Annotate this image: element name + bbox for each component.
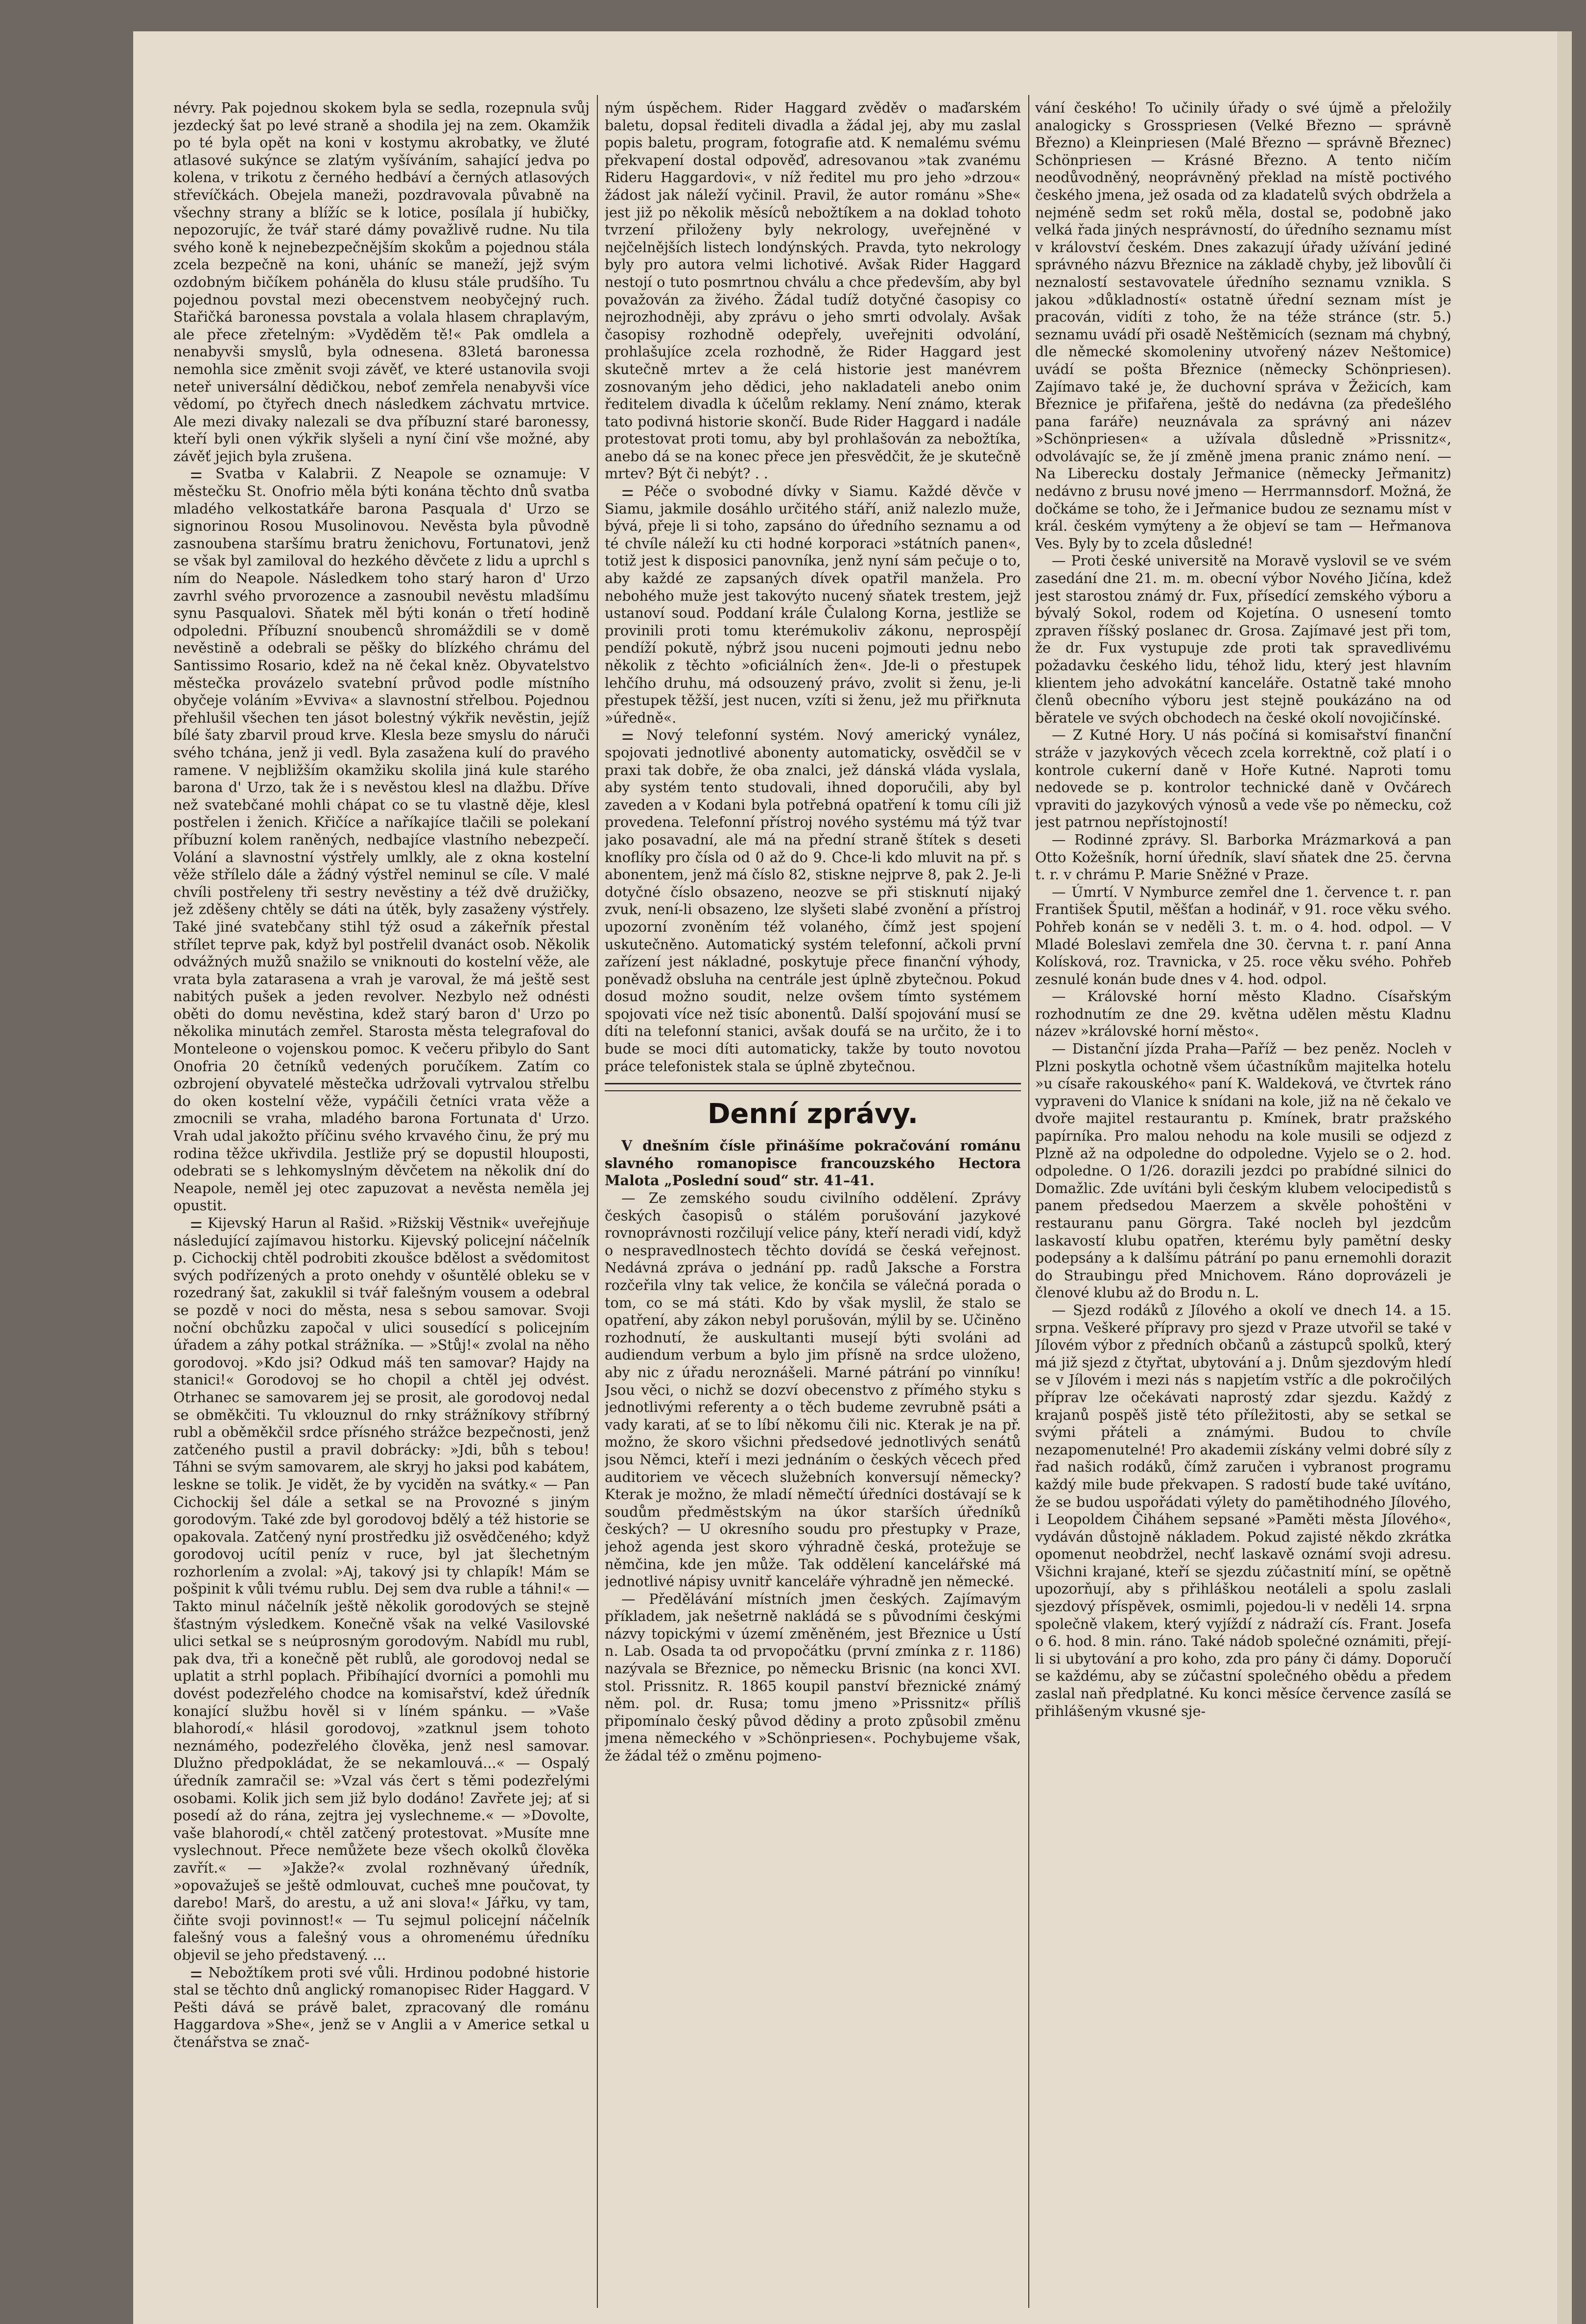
- article-nebozitkem: ⚌ Nebožtíkem proti své vůli. Hrdinou podobné historie stal se těchto dnů anglický romanopisec Rider Haggard. V Pešti dává se právě balet, zpracovaný dle románu Haggardova »She«, jenž se v Anglii a v Americe setkal u čtenářstva se znač-: [173, 1964, 590, 2050]
- article-pece-o-divky: ⚌ Péče o svobodné dívky v Siamu. Každé děvče v Siamu, jakmile dosáhlo určitého stáří, aniž nalezlo muže, bývá, přeje li si toho, zapsáno do úředního seznamu a od té chvíle náleží ku cti hodné korporaci »státních panen«, totiž jest k disposici panovníka, jenž nyní sám pečuje o to, aby každé ze zapsaných dívek opatřil manžela. Pro nebohého muže jest takovýto nucený sňatek trestem, jejž ustanoví soud. Poddaní krále Čulalong Korna, jestliže se provinili proti tomu kterémukoliv zákonu, neprospějí pendíží pokutě, nýbrž jsou nuceni pojmouti jednu nebo několik z těchto »oficiálních žen«. Jde-li o přestupek lehčího druhu, má odsouzený právo, zvolit si ženu, je-li přestupek těžší, jest nucen, vzíti si ženu, jež mu přiřknuta »úředně«.: [605, 483, 1021, 726]
- column-rule-right: [1028, 95, 1029, 2308]
- article-distancni-jizda: — Distanční jízda Praha—Paříž — bez peněz. Nocleh v Plzni poskytla ochotně všem účastníkům majitelka hotelu »u císaře rakouského« paní K. Waldeková, ve čtvrtek ráno vypraveni do Vlanice k snídani na kole, již na ně čekalo ve dvoře majitel restaurantu p. Kmínek, bratr pražského papírníka. Pro malou nehodu na kole musili se odjezd z Plzně až na odpoledne do odpoledne. Vyjelo se o 2. hod. odpoledne. O 1/26. dorazili jezdci po prabídné silnici do Domažlic. Zde uvítáni byli českým klubem velocipedistů s panem předsedou Maerzem a skvěle pohoštěni v restauranu panu Görgra. Také nocleh byl jezdcům laskavostí klubu opatřen, kterému byly pamětní desky podepsány a k dalšímu pátrání po panu ernemohli dorazit do Straubingu před Mnichovem. Ráno doprovázeli je členové klubu až do Brodu n. L.: [1035, 1041, 1451, 1301]
- article-sjezd-rodaku: — Sjezd rodáků z Jílového a okolí ve dnech 14. a 15. srpna. Veškeré přípravy pro sjezd v Praze utvořil se také v Jílovém výbor z předních občanů a zástupců spolků, který má již sjezd z čtyřtat, ubytování a j. Dnům sjezdovým hledí se v Jílovém i mezi nás s napjetím vstříc a dle pokročilých příprav lze očekávati naprostý zdar sjezdu. Každý z krajanů pospěš jistě této příležitosti, aby se setkal se svými přáteli a známými. Budou to chvíle nezapomenutelné! Pro akademii získány velmi dobré síly z řad našich rodáků, čímž zaručen i vybranost programu každý mile bude překvapen. S radostí bude také uvítáno, že se budou uspořádati výlety do pamětihodného Jílového, i Leopoldem Čiháhem sepsané »Paměti města Jílového«, vydáván důstojně nákladem. Pokud zajisté někdo zkrátka opomenut neobdržel, nechť laskavě oznámí svoji adresu. Všichni krajané, kteří se sjezdu zúčastnití míní, se opětně upozorňují, aby s přihláškou neotáleli a spolu zaslali sjezdový příspěvek, osmimli, pojedou-li v neděli 14. srpna společně vlakem, který vyjíždí z nádraží cís. Frant. Josefa o 6. hod. 8 min. ráno. Také nádob společné oznámiti, přejí-li si ubytování a pro koho, zda pro pány či dámy. Doporučí se každému, aby se zúčastní společného obědu a předem zaslal naň předplatné. Ku konci měsíce července zasílá se přihlášeným vkusné sje-: [1035, 1302, 1451, 1719]
- article-continued-baronessa: névry. Pak pojednou skokem byla se sedla, rozepnula svůj jezdecký šat po levé straně a shodila jej na zem. Okamžik po té byla opět na koni v kostymu akrobatky, ve žluté atlasové sukýnce se zlatým vyšíváním, sahající jedva po kolena, v trikotu z černého hedbáví a černých atlasových střevíčkách. Obejela maneži, pozdravovala půvabně na všechny strany a blížíc se k lotice, posílala jí hubičky, nepozorujíc, že tvář staré dámy považlivě rudne. Nu tila svého koně k nejnebezpečnějším skokům a pojednou stála zcela bezpečně na koni, uháníc se maneží, jejž svým ozdobným bičíkem poháněla do klusu stále prudšího. Tu pojednou povstal mezi obecenstvem neobyčejný ruch. Stařičká baronessa povstala a volala hlasem chraplavým, ale přece zřetelným: »Vyděděm tě!« Pak omdlela a nenabyvši smyslů, byla odnesena. 83letá baronessa nemohla sice změnit svoji závěť, ve které ustanovila svoji neteř universální dědičkou, neboť zemřela nenabyvši více vědomí, po čtyřech dnech následkem záchvatu mrtvice. Ale mezi divaky nalezali se dva příbuzní staré baronessy, kteří byli onen výkřik slyšeli a nyní činí vše možné, aby závěť jejich byla zrušena.: [173, 100, 590, 465]
- section-heading-denni-zpravy: Denní zprávy.: [707, 1098, 919, 1130]
- article-universita-morava: — Proti české universitě na Moravě vyslovil se ve svém zasedání dne 21. m. m. obecní výbor Nového Jičína, kdež jest starostou známý dr. Fux, přísedící zemského výboru a bývalý Sokol, rodem od Kojetína. O usnesení tomto zpraven říšský poslanec dr. Grosa. Zajímavé jest při tom, že dr. Fux vystupuje zde proti tak spravedlivému požadavku českého lidu, téhož lidu, který jest hlavním klientem jeho advokátní kanceláře. Ostatně také mnoho členů obecního výboru jest stejně poukázáno na od běratele ve svých obchodech na české okolí novojičínské.: [1035, 553, 1451, 726]
- article-umrti: — Úmrtí. V Nymburce zemřel dne 1. července t. r. pan František Šputil, měšťan a hodinář, v 91. roce věku svého. Pohřeb konán se v neděli 3. t. m. o 4. hod. odpol. — V Mladé Boleslavi zemřela dne 30. června t. r. paní Anna Kolísková, roz. Travnicka, v 25. roce věku svého. Pohřeb zesnulé konán bude dnes v 4. hod. odpol.: [1035, 884, 1451, 987]
- article-telefonni-system: ⚌ Nový telefonní systém. Nový americký vynález, spojovati jednotlivé abonenty automaticky, osvědčil se v praxi tak dobře, že oba znalci, jež dánská vláda vyslala, aby systém tento studovali, ihned doporučili, aby byl zaveden a v Kodani byla potřebná opatření k tomu cíli již provedena. Telefonní přístroj nového systému má týž tvar jako posavadní, ale má na přední straně štítek s deseti knoflíky pro čísla od 0 až do 9. Chce-li kdo mluvit na př. s abonentem, jenž má číslo 82, stiskne nejprve 8, pak 2. Je-li dotyčné číslo obsazeno, neozve se při stisknutí nijaký zvuk, není-li obsazeno, lze slyšeti slabé zvonění a přístroj upozorní zvoněním též volaného, čímž jest spojení uskutečněno. Automatický systém telefonní, ačkoli první zařízení jest nákladné, poskytuje přece finanční výhody, poněvadž obsluha na centrále jest úplně zbytečnou. Pokud dosud možno soudit, nelze ovšem tímto systémem spojovati více než tisíc abonentů. Další spojování musí se díti na telefonní stanici, avšak doufá se na určito, že i to bude se moci díti automaticky, takže by touto novotou práce telefonistek stala se úplně zbytečnou.: [605, 727, 1021, 1075]
- section-rule-thin: [605, 1090, 1021, 1091]
- newspaper-page: [133, 31, 1572, 2324]
- article-mistni-jmena: — Předělávání místních jmen českých. Zajímavým příkladem, jak nešetrně nakládá se s původními českými názvy topickými v území změněném, jest Březnice u Ústí n. Lab. Osada ta od prvopočátku (první zmínka z r. 1186) nazývala se Březnice, po německu Brisnic (na konci XVI. stol. Prissnitz. R. 1865 koupil panství březnické známý něm. pol. dr. Rusa; tomu jmeno »Prissnitz« příliš připomínalo český původ dědiny a proto způsobil změnu jmena německého v »Schönpriesen«. Pochybujeme však, že žádal též o změnu pojmeno-: [605, 1591, 1021, 1764]
- notice-roman: V dnešním čísle přinášíme pokračování románu slavného romanopisce francouzského Hectora Malota „Poslední soud“ str. 41–41.: [605, 1137, 1021, 1189]
- article-zemsky-soud: — Ze zemského soudu civilního oddělení. Zprávy českých časopisů o stálém porušování jazykové rovnoprávnosti rozčilují velice pány, kteří neradi vidí, když o nespravedlnostech těchto dovídá se česká veřejnost. Nedávná zpráva o jednání pp. radů Jaksche a Forstra rozčeřila vlny tak velice, že končila se válečná porada o tom, co se má státi. Kdo by však myslil, že stalo se opatření, aby zákon nebyl porušován, mýlil by se. Učiněno rozhodnutí, že auskultanti musejí býti svoláni ad audiendum verbum a bylo jim přísně na srdce uloženo, aby nic z úřadu neroznášeli. Marné pátrání po vinníku! Jsou věci, o nichž se dozví obecenstvo z přímého styku s jednotlivými referenty a o těch budeme zevrubně psáti a vady karati, ať se to líbí někomu čili nic. Kterak je na př. možno, že skoro všichni předsedové jednotlivých senátů jsou Němci, kteří i mezi jednáním o českých věcech před auditoriem ve věcech služebních konversují německy? Kterak je možno, že mladí němečtí úředníci dostávají se k soudům předměstským na úkor starších úředníků českých? — U okresního soudu pro přestupky v Praze, jehož agenda jest skoro výhradně česká, protežuje se němčina, kde jen může. Tak oddělení kancelářské má jednotlivé nápisy uvnitř kanceláře výhradně jen německé.: [605, 1190, 1021, 1590]
- column-rule-left: [597, 95, 598, 2308]
- article-rodinne-zpravy: — Rodinné zprávy. Sl. Barborka Mrázmarková a pan Otto Kožešník, horní úředník, slaví sňatek dne 25. června t. r. v chrámu P. Marie Sněžné v Praze.: [1035, 831, 1451, 883]
- column-2: [605, 99, 1021, 2302]
- article-continued-haggard: ným úspěchem. Rider Haggard zvěděv o maďarském baletu, dopsal řediteli divadla a žádal jej, aby mu zaslal popis baletu, program, fotografie atd. K nemalému svému překvapení dostal odpověď, adresovanou »tak zvanému Rideru Haggardovi«, v níž ředitel mu pro jeho »drzou« žádost jak náleží vyčinil. Pravil, že autor románu »She« jest již po několik měsíců nebožtíkem a na doklad tohoto tvrzení přiloženy byly nekrology, uveřejněné v nejčelnějších listech londýnských. Pravda, tyto nekrology byly pro autora velmi lichotivé. Avšak Rider Haggard nestojí o tuto posmrtnou chválu a chce především, aby byl považován za živého. Žádal tudíž dotyčné časopisy co nejrozhodněji, aby zprávu o jeho smrti odvolaly. Avšak časopisy rozhodně odepřely, uveřejniti odvolání, prohlašujíce zcela rozhodně, že Rider Haggard jest skutečně mrtev a že celá historie jest manévrem zosnovaným jeho dědici, jeho nakladateli anebo onim ředitelem divadla k účelům reklamy. Není známo, kterak tato podivná historie skončí. Bude Rider Haggard i nadále protestovat proti tomu, aby byl prohlašován za nebožtíka, anebo dá se na konec přece jen přesvědčit, že je skutečně mrtev? Být či nebýt? . .: [605, 100, 1021, 482]
- column-3: [1035, 99, 1451, 2302]
- page-edge: [1557, 31, 1572, 2324]
- article-svatba-v-kalabrii: ⚌ Svatba v Kalabrii. Z Neapole se oznamuje: V městečku St. Onofrio měla býti konána těchto dnů svatba mladého velkostatkáře barona Pasquala d' Urzo se signorinou Rosou Musolinovou. Nevěsta byla původně zasnoubena staršímu bratru ženichovu, Fortunatovi, jenž se však byl zamiloval do hezkého děvčete z lidu a uprchl s ním do Neapole. Následkem toho starý haron d' Urzo zavrhl svého prvorozence a zasnoubil nevěstu mladšímu synu Pasqualovi. Sňatek měl býti konán o třetí hodině odpoledni. Příbuzní snoubenců shromáždili se v domě nevěstině a odebrali se pěšky do blízkého chrámu del Santissimo Rosario, kdež na ně čekal kněz. Obyvatelstvo městečka provázelo svatební průvod podle místního obyčeje voláním »Evviva« a slavnostní střelbou. Pojednou přehlušil všechen ten jásot bolestný výkřik nevěstin, jejíž bílé šaty zbarvil proud krve. Klesla beze smyslu do náruči svého tchána, jenž ji vedl. Byla zasažena kulí do pravého ramene. V nejbližším okamžiku skolila jiná kule starého barona d' Urzo, tak že i s nevěstou klesl na dlažbu. Dříve než svatebčané mohli chápat co se tu vlastně děje, klesl postřelen i ženich. Křičíce a naříkajíce tlačili se polekaní příbuzní kolem raněných, nedbajíce vlastního nebezpečí. Volání a slavnostní výstřely umlkly, ale z okna kostelní věže střílelo dále a žádný výstřel neminul se cíle. V malé chvíli postřeleny tři sestry nevěstiny a též dvě družičky, jež zděšeny chtěly se dáti na útěk, byly zasaženy výstřely. Také jiné svatebčany stihl týž osud a zákeřník přestal střílet teprve pak, když byl postřelil dvanáct osob. Několik odvážných mužů snažilo se vniknouti do kostelní věže, ale vrata byla zatarasena a vrah je varoval, že má ještě sest nabitých pušek a jeden revolver. Nezbylo než odnésti oběti do domu nevěstina, kdež starý baron d' Urzo po několika minutách zemřel. Starosta města telegrafoval do Monteleone o vojenskou pomoc. K večeru přibylo do Sant Onofria 20 četníků vedených poručíkem. Zatím co ozbrojení obyvatelé městečka udržovali vytrvalou střelbu do oken kostelní věže, vypáčili četníci vrata věže a zmocnili se vraha, mladého barona Fortunata d' Urzo. Vrah udal jakožto příčinu svého krvavého činu, že prý mu rodina těžce ukřivdila. Jestliže prý se dopustil hlouposti, odebrati se s lehkomyslným děvčetem na několik dní do Neapole, neměl jej otec zapuzovat a nevěsta neměla jej opustit.: [173, 466, 590, 1214]
- article-kladno: — Královské horní město Kladno. Císařským rozhodnutím ze dne 29. května udělen městu Kladnu název »královské horní město«.: [1035, 988, 1451, 1040]
- section-rule-top: [605, 1083, 1021, 1084]
- article-kijevsky-harun: ⚌ Kijevský Harun al Rašid. »Rižskij Věstnik« uveřejňuje následující zajímavou historku. Kijevský policejní náčelník p. Cichockij chtěl podrobiti zkoušce bdělost a svědomitost svých podřízených a proto onehdy v ošuntělé obleku se v rozedraný šat, zakuklil si tvář falešným vousem a odebral se pozdě v noci do města, nesa s sebou samovar. Svoji noční obchůzku započal v ulici sousedící s policejním úřadem a záhy potkal strážníka. — »Stůj!« zvolal na něho gorodovoj. »Kdo jsi? Odkud máš ten samovar? Hajdy na stanici!« Gorodovoj se ho chopil a chtěl jej odvést. Otrhanec se samovarem jej se prosit, ale gorodovoj nedal se obměkčiti. Tu vklouznul do rnky strážníkovy stříbrný rubl a oběměkčil srdce přísného strážce bezpečnosti, jenž zatčeného pustil a pravil dobrácky: »Jdi, bůh s tebou! Táhni se svým samovarem, ale skryj ho jaksi pod kabátem, leskne se tolik. Je vidět, že by vyciděn na svátky.« — Pan Cichockij šel dále a setkal se na Provozné s jiným gorodovým. Také zde byl gorodovoj bdělý a též historie se opakovala. Zatčený nyní prostředku již osvědčeného; když gorodovoj ucítil peníz v ruce, byl jat šlechetným rozhorlením a zvolal: »Aj, takový jsi ty chlapík! Mám se pošpinit k vůli tvému rublu. Dej sem dva ruble a táhni!« — Takto minul náčelník ještě několik gorodových se stejně šťastným výsledkem. Konečně však na velké Vasilovské ulici setkal se s neúprosným gorodovým. Nabídl mu rubl, pak dva, tři a konečně pět rublů, ale gorodovoj nedal se uplatit a strhl poplach. Přibíhající dvorníci a pomohli mu dovést podezřelého chodce na komisařství, kdež úředník konající službu hověl si v líném spánku. — »Vaše blahorodí,« hlásil gorodovoj, »zatknul jsem tohoto neznámého, podezřelého člověka, jenž nesl samovar. Dlužno předpokládat, že se nekamlouvá...« — Ospalý úředník zamračil se: »Vzal vás čert s těmi podezřelými osobami. Kolik jich sem již bylo dodáno! Zavřete jej; ať si posedí až do rána, zejtra jej vyslechneme.« — »Dovolte, vaše blahorodí,« chtěl zatčený protestovat. »Musíte mne vyslechnout. Přece nemůžete beze všech okolků člověka zavřít.« — »Jakže?« zvolal rozhněvaný úředník, »opovažuješ se ještě odmlouvat, cucheš mne poučovat, ty darebo! Marš, do arestu, a už ani slova!« Jářku, vy tam, čiňte svoji povinnost!« — Tu sejmul policejní náčelník falešný vous a falešný vous a ohromenému úředníku objevil se jeho představený. ...: [173, 1215, 590, 1963]
- article-kutna-hora: — Z Kutné Hory. U nás počíná si komisařství finanční stráže v jazykových věcech zcela korrektně, což platí i o kontrole cukerní daně v Hoře Kutné. Naproti tomu nedovede se p. kontrolor technické daně v Ovčárech vpraviti do jazykových výnosů a vede vše po německu, což jest patrnou nepřístojností!: [1035, 727, 1451, 831]
- column-1: [173, 99, 590, 2302]
- article-continued-brezne: vání českého! To učinily úřady o své újmě a přeložily analogicky s Grosspriesen (Velké Březno — správně Březno) a Kleinpriesen (Malé Březno — správně Březnec) Schönpriesen — Krásné Březno. A tento ničím neodůvodněný, neoprávněný překlad na místě poctivého českého jmena, jež osada od za kladatelů svých obdržela a nejméně sedm set roků měla, dostal se, podobně jako velká řada jiných nesprávností, do úředního seznamu míst v království českém. Dnes zakazují úřady užívání jediné správného názvu Březnice na základě chyby, jež libovůlí či neznalostí sestavovatele úředního seznamu vznikla. S jakou »důkladností« ostatně úřední seznam míst je pracován, vidíti z toho, že na téže stránce (str. 5.) seznamu uvádí při osadě Neštěmicích (seznam má chybný, dle německé skomoleniny utvořený název Neštomice) uvádí se pošta Březnice (německy Schönpriesen). Zajímavo také je, že duchovní správa v Žežicích, kam Březnice je přifařena, ještě do nedávna (za předešlého pana faráře) neuznávala za správný ani název »Schönpriesen« a užívala důsledně »Prissnitz«, odvolávajíc se, že jí změně jmena pranic známo není. — Na Liberecku dostaly Jeřmanice (německy Jeřmanitz) nedávno z brusu nové jmeno — Herrmannsdorf. Možná, že dočkáme se toho, že i Jeřmanice budou ze seznamu míst v král. českém vymýteny a že objeví se tam — Heřmanova Ves. Byly by to zcela důsledné!: [1035, 100, 1451, 552]
